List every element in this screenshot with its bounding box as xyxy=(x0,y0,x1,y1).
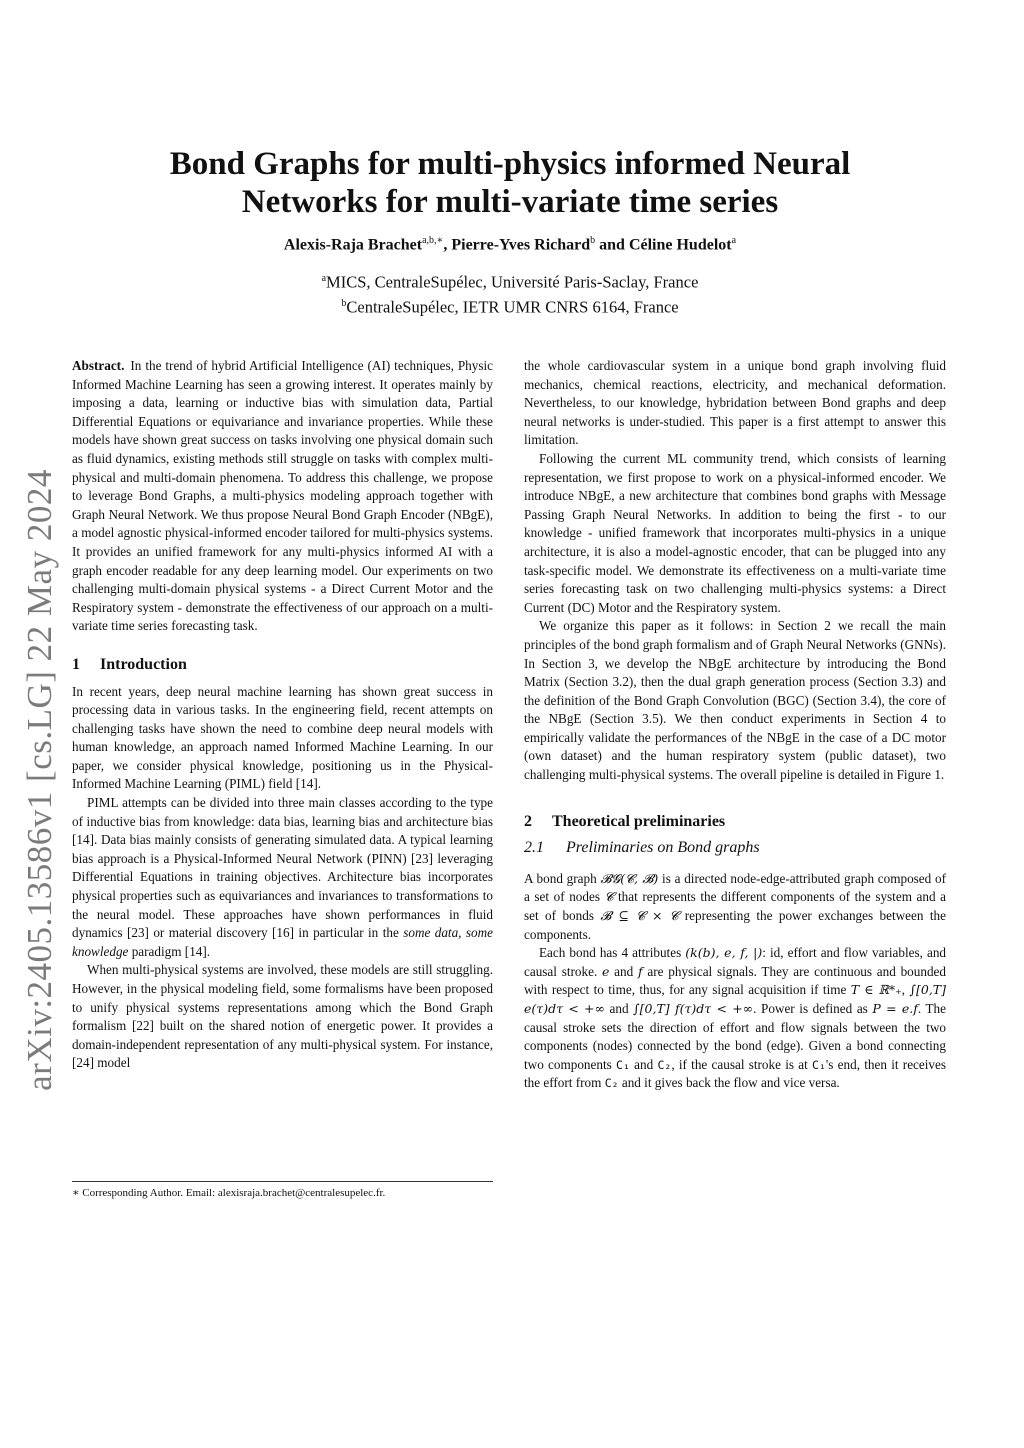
paragraph-text: Each bond has 4 attributes xyxy=(539,945,686,961)
affiliation-list xyxy=(110,268,910,317)
author-name: Céline Hudelot xyxy=(628,236,732,254)
affiliation-mark: a xyxy=(321,273,327,285)
paragraph-text: , xyxy=(901,982,910,998)
title-block xyxy=(110,145,910,317)
footnote-text: Corresponding Author. Email: alexisraja.brachet@centralesupelec.fr. xyxy=(82,1187,386,1199)
section-number: 2 xyxy=(524,812,532,830)
left-column xyxy=(72,357,493,1073)
math-expression: 𝓑 ⊆ 𝓒 × 𝓒 xyxy=(600,908,679,924)
math-expression: ∫[0,T] e(τ)dτ < +∞ xyxy=(524,982,947,1016)
subsection-heading-bond-graphs xyxy=(524,839,946,858)
author-name: Alexis-Raja Brachet xyxy=(283,236,423,254)
subsection-number: 2.1 xyxy=(524,839,544,857)
affiliation-text: CentraleSupélec, IETR UMR CNRS 6164, France xyxy=(346,297,679,317)
paper-title: Bond Graphs for multi-physics informed Neural Networks for multi-variate time series xyxy=(169,146,851,220)
math-expression: T ∈ ℝ*₊ xyxy=(850,982,902,998)
abstract xyxy=(72,357,493,636)
affiliation-mark: b xyxy=(341,297,347,309)
math-expression: e xyxy=(602,963,610,979)
paragraph-text: representing the power exchanges between the components. xyxy=(524,908,946,942)
section-title: Introduction xyxy=(100,655,187,673)
subsection-title: Preliminaries on Bond graphs xyxy=(566,839,760,857)
abstract-text: In the trend of hybrid Artificial Intelligence (AI) techniques, Physic Informed Machine Learning has seen a growing interest. It operates mainly by imposing a data, learning or inductive bias with simulation data, Partial Differential Equations or equivariance and invariance properties. While these models have shown great success on tasks involving one physical domain such as fluid dynamics, existing methods still struggle on tasks with complex multi-physical and multi-domain phenomena. To address this challenge, we propose to leverage Bond Graphs, a multi-physics modeling approach together with Graph Neural Network. We thus propose Neural Bond Graph Encoder (NBgE), a model agnostic physical-informed encoder tailored for multi-physics systems. It provides an unified framework for any multi-physics informed AI with a graph encoder readable for any deep learning model. Our experiments on two challenging multi-domain physical systems - a Direct Current Motor and the Respiratory system - demonstrate the effectiveness of our approach on a multi-variate time series forecasting task. xyxy=(72,358,493,634)
paragraph: the whole cardiovascular system in a unique bond graph involving fluid mechanics, chemical reactions, electricity, and mechanical deformation. Nevertheless, to our knowledge, hybridation between Bond graphs and deep neural networks is under-studied. This paper is a first attempt to answer this limitation. xyxy=(524,358,946,448)
author-list xyxy=(110,235,910,254)
paragraph-text: and it gives back the flow and vice versa. xyxy=(618,1075,840,1091)
paragraph-text: and xyxy=(629,1056,658,1072)
paragraph: In recent years, deep neural machine learning has shown great success in processing data in various tasks. In the engineering field, recent attempts on challenging tasks have shown the need to combine deep neural models with human knowledge, an approach named Informed Machine Learning. In our paper, we consider physical knowledge, positioning us in the Physical-Informed Machine Learning (PIML) field [14]. xyxy=(72,683,493,792)
author-affiliation-mark: a,b,∗ xyxy=(422,235,444,246)
paragraph-text: 's end, then it receives the effort from xyxy=(524,1056,946,1091)
author-affiliation-mark: a xyxy=(731,235,737,246)
footnote-mark: ∗ xyxy=(72,1187,80,1199)
arxiv-identifier-stamp xyxy=(6,440,74,1120)
emphasized-text: some data, some knowledge xyxy=(72,925,493,959)
math-expression: P = e.f xyxy=(872,1001,918,1016)
paragraph: We organize this paper as it follows: in Section 2 we recall the main principles of the bond graph formalism and of Graph Neural Networks (GNNs). In Section 3, we develop the NBgE architecture by introducing the Bond Matrix (Section 3.2), then the dual graph generation process (Section 3.3) and the definition of the Bond Graph Convolution (BGC) (Section 3.4), the core of the NBgE (Section 3.5). We then conduct experiments in Section 4 to empirically validate the performances of the NBgE in the case of a DC motor (own dataset) and the human respiratory system (public dataset), two challenging multi-physical systems. The overall pipeline is detailed in Figure 1. xyxy=(524,618,946,783)
paragraph-text: is a directed node-edge-attributed graph composed of a set of nodes xyxy=(524,870,946,905)
math-expression: ∫[0,T] f(τ)dτ < +∞ xyxy=(633,1001,754,1016)
paragraph: When multi-physical systems are involved, these models are still struggling. However, in the physical modeling field, some formalisms have been proposed to unify physical systems representations among which the Bond Graph formalism [22] built on the shared notion of energetic power. It provides a domain-independent representation of any multi-physical system. For instance, [24] model xyxy=(72,962,493,1071)
paragraph xyxy=(72,794,493,961)
paragraph-text: that represents the different components of the system and a set of bonds xyxy=(524,889,946,924)
author-affiliation-mark: b xyxy=(590,235,596,246)
math-expression: 𝓒 xyxy=(604,889,614,905)
author-separator: and xyxy=(595,236,629,254)
arxiv-identifier-text: arXiv:2405.13586v1 [cs.LG] 22 May 2024 xyxy=(20,469,60,1091)
section-heading-introduction xyxy=(72,656,493,675)
component-label: C₂ xyxy=(657,1057,672,1072)
paragraph xyxy=(524,944,946,1093)
author-separator: , xyxy=(443,236,452,254)
affiliation-line xyxy=(110,293,910,318)
section-title: Theoretical preliminaries xyxy=(552,812,726,830)
component-label: C₁ xyxy=(812,1057,826,1072)
paragraph-text: paradigm [14]. xyxy=(128,943,211,959)
paragraph-text: are physical signals. They are continuous and bounded with respect to time, thus, for any signal acquisition if time xyxy=(524,963,947,998)
footnote xyxy=(72,1186,493,1200)
math-expression: 𝓑𝓖(𝓒, 𝓑) xyxy=(600,870,659,886)
paragraph-text: and xyxy=(609,963,638,979)
section-heading-theoretical-preliminaries xyxy=(524,813,946,832)
paragraph-text: , if the causal stroke is at xyxy=(671,1056,813,1072)
affiliation-text: MICS, CentraleSupélec, Université Paris-Saclay, France xyxy=(326,272,699,292)
author-name: Pierre-Yves Richard xyxy=(451,236,591,254)
paragraph-text: and xyxy=(604,1001,634,1016)
paragraph-text: : id, effort and flow variables, and causal stroke. xyxy=(524,945,947,979)
paragraph xyxy=(524,870,946,944)
abstract-label: Abstract. xyxy=(72,358,125,373)
paragraph: Following the current ML community trend, which consists of learning representation, we first propose to work on a physical-informed encoder. We introduce NBgE, a new architecture that combines bond graphs with Message Passing Graph Neural Networks. In addition to being the first - to our knowledge - unified framework that incorporates multi-physics in a unique architecture, it is also a model-agnostic encoder, that can be plugged into any task-specific model. We demonstrate its effectiveness on a multi-variate time series forecasting task on two challenging multi-physics systems: a Direct Current (DC) Motor and the Respiratory system. xyxy=(524,450,946,615)
paragraph-text: . Power is defined as xyxy=(753,1001,873,1016)
footnote-divider xyxy=(72,1181,493,1182)
affiliation-line xyxy=(110,268,910,293)
paragraph-text: PIML attempts can be divided into three main classes according to the type of inductive bias from knowledge: data bias, learning bias and architecture bias [14]. Data bias mainly consists of generating simulated data. A typical learning bias approach is a Physical-Informed Neural Network (PINN) [23] leveraging Differential Equations in training objectives. Architecture bias incorporates physical properties such as equivariances and invariances to transformations to the neural model. These approaches have shown performances in fluid dynamics [23] or material discovery [16] in particular in the xyxy=(72,795,493,941)
paragraph-text: . The causal stroke sets the direction of effort and flow signals between the two components (nodes) connected by the bond (edge). Given a bond connecting two components xyxy=(524,1001,947,1072)
section-number: 1 xyxy=(72,655,80,673)
paragraph-text: A bond graph xyxy=(524,870,601,886)
right-column xyxy=(524,357,946,1093)
component-label: C₁ xyxy=(616,1057,630,1072)
math-expression: (k(b), e, f, |) xyxy=(685,945,763,961)
math-expression: f xyxy=(638,963,643,979)
component-label: C₂ xyxy=(604,1076,619,1091)
